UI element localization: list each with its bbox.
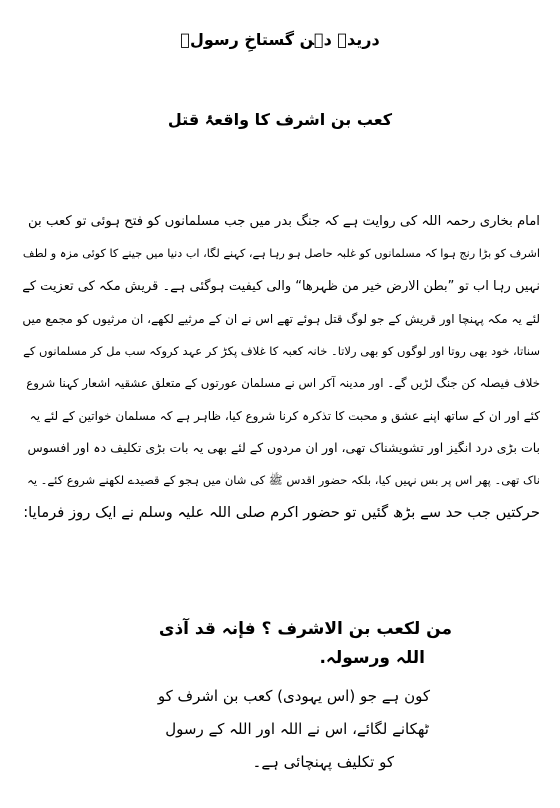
body-line: کئے اور ان کے ساتھ اپنے عشق و محبت کا تذکرہ کرنا شروع کیا، ظاہر ہے کہ مسلمان خواتین کے لئے یہ: [29, 408, 540, 423]
translation-line: کون ہے جو (اس یہودی) کعب بن اشرف کو: [157, 687, 430, 705]
body-line: امام بخاری رحمہ اللہ کی روایت ہے کہ جنگ بدر میں جب مسلمانوں کو فتح ہوئی تو کعب بن: [27, 214, 540, 229]
translation-line: کو تکلیف پہنچائی ہے۔: [252, 753, 394, 771]
body-line: اشرف کو بڑا رنج ہوا کہ مسلمانوں کو غلبہ حاصل ہو رہا ہے، کہنے لگا، اب دنیا میں جینے کا کوئی مزہ و لطف: [22, 247, 540, 261]
body-paragraph: [20, 206, 540, 529]
body-line: لئے یہ مکہ پہنچا اور قریش کے جو لوگ قتل ہوئے تھے اس نے ان کے مرثیے لکھے، ان مرثیوں کو مجمع میں: [22, 311, 540, 326]
page-subtitle: کعب بن اشرف کا واقعۂ قتل: [167, 110, 393, 129]
body-line: نہیں رہا اب تو ”بطن الارض خیر من ظہرھا“ والی کیفیت ہوگئی ہے۔ قریش مکہ کی تعزیت کے: [22, 278, 540, 294]
body-line: سناتا، خود بھی روتا اور لوگوں کو بھی رلاتا۔ خانہ کعبہ کا غلاف پکڑ کر عہد کروکہ سب مل کر مسلمانوں کے: [23, 344, 540, 359]
body-line: ناک تھی۔ پھر اس پر بس نہیں کیا، بلکہ حضور اقدس ﷺ کی شان میں ہجو کے قصیدے لکھنے شروع کئے۔ یہ: [27, 473, 540, 488]
body-line: بات بڑی درد انگیز اور تشویشناک تھی، اور ان مردوں کے لئے بھی یہ بات بڑی تکلیف دہ اور افسوس: [27, 440, 540, 456]
body-line: خلاف فیصلہ کن جنگ لڑیں گے۔ اور مدینہ آکر اس نے مسلمان عورتوں کے متعلق عشقیہ اشعار کہنا شروع: [26, 376, 540, 391]
page-title: دریدہ دہن گستاخِ رسولؐ: [180, 30, 380, 49]
arabic-quote-line: من لکعب بن الاشرف ؟ فإنہ قد آذی: [158, 619, 452, 639]
translation-line: ٹھکانے لگائے، اس نے اللہ اور اللہ کے رسول: [165, 720, 429, 738]
arabic-quote-line: اللہ ورسولہ.: [319, 648, 425, 668]
body-line: حرکتیں جب حد سے بڑھ گئیں تو حضور اکرم صلی اللہ علیہ وسلم نے ایک روز فرمایا:: [23, 503, 540, 521]
